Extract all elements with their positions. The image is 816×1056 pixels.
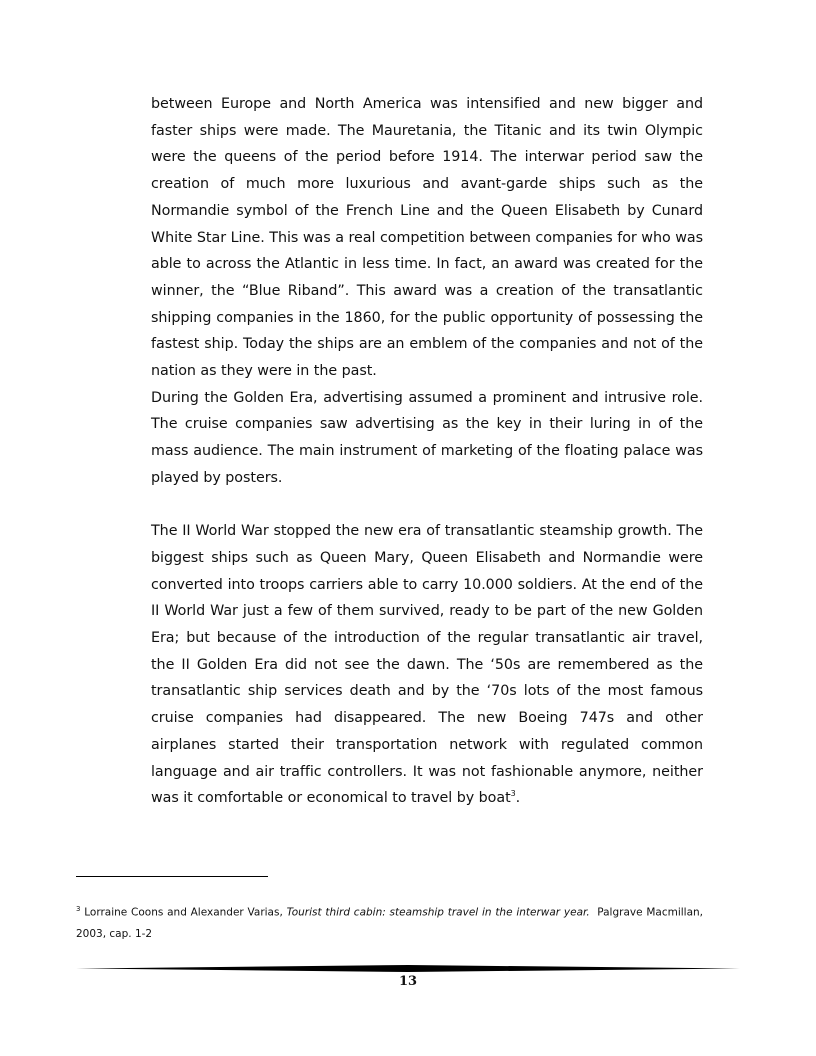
- paragraph: The II World War stopped the new era of transatlantic steamship growth. The biggest ships such as Queen Mary, Queen Elisabeth and Normandie were converted into troops carriers able to carry 10.000 soldiers. At the end of the II World War just a few of them survived, ready to be part of the new Golden Era; but because of the introduction of the regular transatlantic air travel, the II Golden Era did not see the dawn. The ‘50s are remembered as the transatlantic ship services death and by the ‘70s lots of the most famous cruise companies had disappeared. The new Boeing 747s and other airplanes started their transportation network with regulated common language and air traffic controllers. It was not fashionable anymore, neither was it comfortable or economical to travel by boat$^3$.: [151, 523, 703, 807]
- body-text: [151, 91, 703, 812]
- footer-divider: [76, 964, 740, 973]
- footnote-publisher: Palgrave Macmillan, 2003, cap. 1-2: [76, 906, 703, 940]
- footnote: [76, 899, 703, 945]
- footnote-number: 3: [76, 905, 81, 913]
- footnote-title: Tourist third cabin: steamship travel in the interwar year.: [286, 906, 590, 919]
- footnote-reference[interactable]: 3: [510, 789, 516, 799]
- paragraph: between Europe and North America was intensified and new bigger and faster ships were made. The Mauretania, the Titanic and its twin Olympic were the queens of the period before 1914. The interwar period saw the creation of much more luxurious and avant-garde ships such as the Normandie symbol of the French Line and the Queen Elisabeth by Cunard White Star Line. This was a real competition between companies for who was able to across the Atlantic in less time. In fact, an award was created for the winner, the “Blue Riband”. This award was a creation of the transatlantic shipping companies in the 1860, for the public opportunity of possessing the fastest ship. Today the ships are an emblem of the companies and not of the nation as they were in the past.: [151, 96, 703, 380]
- footnote-authors: Lorraine Coons and Alexander Varias,: [84, 906, 283, 919]
- footnote-separator: [76, 876, 268, 877]
- page-number: 13: [398, 974, 418, 989]
- paragraph-text: The II World War stopped the new era of transatlantic steamship growth. The biggest ships such as Queen Mary, Queen Elisabeth and Normandie were converted into troops carriers able to carry 10.000 soldiers. At the end of the II World War just a few of them survived, ready to be part of the new Golden Era; but because of the introduction of the regular transatlantic air travel, the II Golden Era did not see the dawn. The ‘50s are remembered as the transatlantic ship services death and by the ‘70s lots of the most famous cruise companies had disappeared. The new Boeing 747s and other airplanes started their transportation network with regulated common language and air traffic controllers. It was not fashionable anymore, neither was it comfortable or economical to travel by boat: [151, 523, 703, 807]
- paragraph: During the Golden Era, advertising assumed a prominent and intrusive role. The cruise companies saw advertising as the key in their luring in of the mass audience. The main instrument of marketing of the floating palace was played by posters.: [151, 389, 703, 486]
- paragraph-gap: [151, 492, 703, 519]
